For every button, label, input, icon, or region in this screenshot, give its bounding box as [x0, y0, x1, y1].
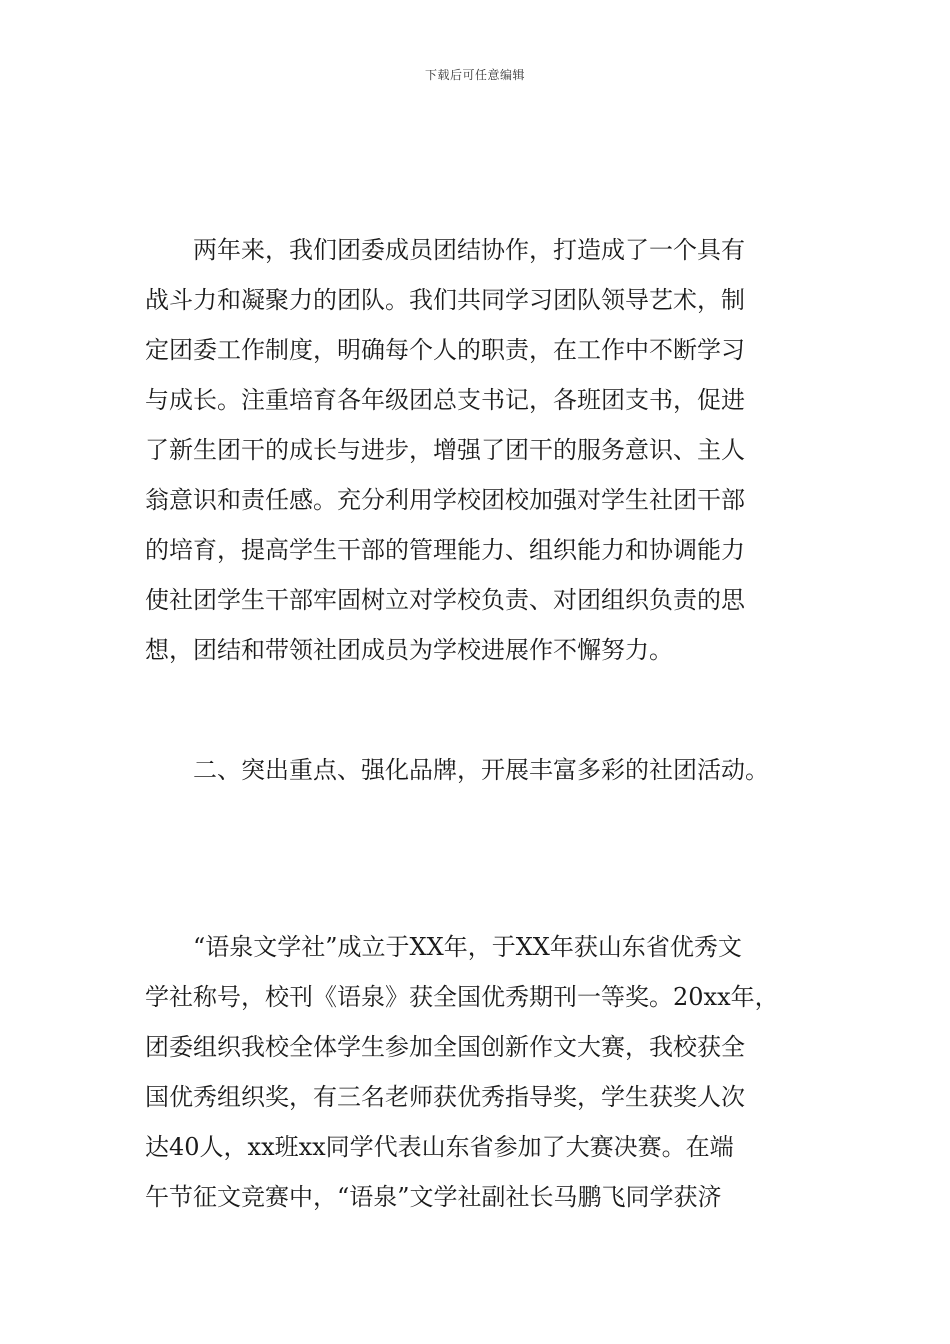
text-line: 午节征文竞赛中，“语泉”文学社副社长马鹏飞同学获济	[145, 1183, 722, 1211]
text-line: 定团委工作制度，明确每个人的职责，在工作中不断学习	[145, 336, 745, 364]
page-header: 下载后可任意编辑	[424, 68, 525, 82]
text-line: 团委组织我校全体学生参加全国创新作文大赛，我校获全	[145, 1033, 745, 1061]
text-line: 想，团结和带领社团成员为学校进展作不懈努力。	[145, 636, 673, 664]
text-line: 国优秀组织奖，有三名老师获优秀指导奖，学生获奖人次	[145, 1083, 745, 1111]
text-line: 翁意识和责任感。充分利用学校团校加强对学生社团干部	[145, 486, 745, 514]
text-line: 使社团学生干部牢固树立对学校负责、对团组织负责的思	[145, 586, 745, 614]
section-heading	[145, 745, 810, 795]
text-line: 了新生团干的成长与进步，增强了团干的服务意识、主人	[145, 436, 745, 464]
text-line: 与成长。注重培育各年级团总支书记，各班团支书，促进	[145, 386, 745, 414]
paragraph-literary-society	[145, 922, 810, 1222]
text-line: 达40人，xx班xx同学代表山东省参加了大赛决赛。在端	[145, 1133, 734, 1161]
paragraph-team-building	[145, 225, 810, 675]
text-line: 学社称号，校刊《语泉》获全国优秀期刊一等奖。20xx年，	[145, 983, 779, 1011]
text-line: 战斗力和凝聚力的团队。我们共同学习团队领导艺术，制	[145, 286, 745, 314]
text-line: “语泉文学社”成立于XX年，于XX年获山东省优秀文	[193, 933, 742, 961]
section-heading-text: 二、突出重点、强化品牌，开展丰富多彩的社团活动。	[193, 756, 769, 784]
text-line: 两年来，我们团委成员团结协作，打造成了一个具有	[193, 236, 745, 264]
text-line: 的培育，提高学生干部的管理能力、组织能力和协调能力	[145, 536, 745, 564]
